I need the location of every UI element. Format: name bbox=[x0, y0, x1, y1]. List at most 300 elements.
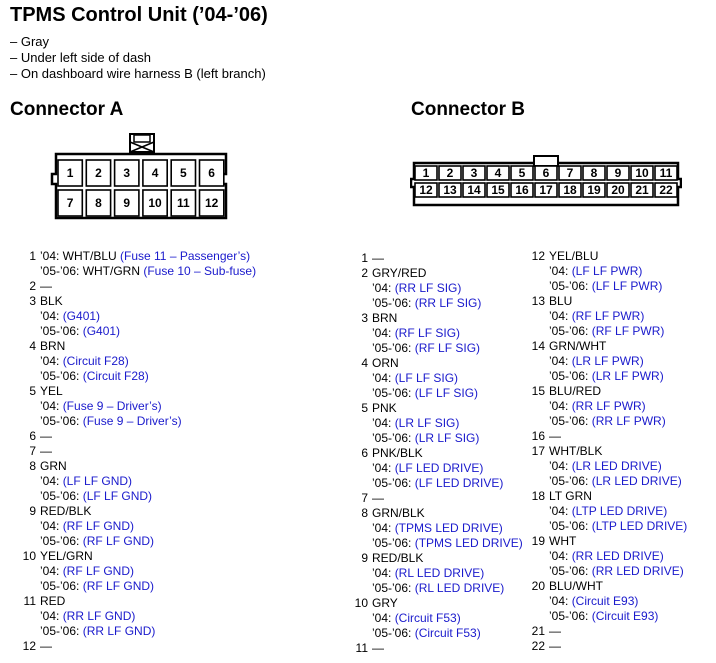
circuit-reference: (RR LF GND) bbox=[82, 624, 156, 638]
connector-b-cavity-label: 2 bbox=[446, 166, 454, 180]
wire-color: ’05-’06: bbox=[549, 564, 592, 578]
pin-wire-line bbox=[40, 384, 352, 399]
connector-b-cavity-label: 13 bbox=[443, 183, 457, 197]
wire-color: ’05-’06: bbox=[549, 609, 592, 623]
circuit-reference: (TPMS LED DRIVE) bbox=[414, 536, 523, 550]
pin-number: 5 bbox=[29, 384, 36, 398]
connector-b-pin-7 bbox=[354, 491, 544, 506]
connector-b-cavity-label: 16 bbox=[515, 183, 529, 197]
pin-number: 6 bbox=[361, 446, 368, 460]
pin-wire-line bbox=[372, 506, 544, 521]
wire-color: ’04: bbox=[549, 354, 572, 368]
pin-number: 2 bbox=[29, 279, 36, 293]
wire-color: PNK bbox=[372, 401, 397, 415]
wire-color: GRN/WHT bbox=[549, 339, 607, 353]
wire-color: RED bbox=[40, 594, 66, 608]
circuit-reference: (RF LF GND) bbox=[82, 579, 155, 593]
pin-number: 12 bbox=[22, 639, 36, 653]
wire-color: ’05-’06: bbox=[40, 414, 83, 428]
wire-color: ’04: bbox=[40, 564, 63, 578]
circuit-reference: (LF LF SIG) bbox=[394, 371, 459, 385]
wire-color: ’04: bbox=[372, 566, 395, 580]
connector-b-cavity-label: 19 bbox=[587, 183, 601, 197]
circuit-reference: (Circuit F53) bbox=[394, 611, 461, 625]
pin-wire-line bbox=[549, 339, 715, 354]
connector-b-cavity-label: 5 bbox=[518, 166, 526, 180]
wire-color: ’05-’06: bbox=[549, 324, 592, 338]
pin-wire-line bbox=[40, 459, 352, 474]
connector-b-cavity-label: 12 bbox=[419, 183, 433, 197]
pin-wire-line bbox=[372, 431, 544, 446]
circuit-reference: (RR LED DRIVE) bbox=[591, 564, 684, 578]
pin-number: 4 bbox=[361, 356, 368, 370]
wire-color: ’04: bbox=[40, 474, 63, 488]
pin-wire-line bbox=[40, 624, 352, 639]
connector-b-pin-3 bbox=[354, 311, 544, 356]
pin-wire-line bbox=[40, 354, 352, 369]
wire-color: ’04: bbox=[549, 504, 572, 518]
connector-a-cavity-label: 11 bbox=[177, 196, 190, 210]
pin-number: 1 bbox=[361, 251, 368, 265]
circuit-reference: (RR LF SIG) bbox=[414, 296, 482, 310]
pin-wire-line bbox=[549, 384, 715, 399]
pin-wire-line bbox=[40, 429, 352, 444]
connector-b-pin-6 bbox=[354, 446, 544, 491]
pin-wire-line bbox=[40, 504, 352, 519]
pin-number: 3 bbox=[361, 311, 368, 325]
pin-wire-line bbox=[549, 459, 715, 474]
connector-a-cavity-label: 7 bbox=[66, 196, 74, 210]
pin-number: 6 bbox=[29, 429, 36, 443]
wire-color: YEL/BLU bbox=[549, 249, 599, 263]
circuit-reference: (RL LED DRIVE) bbox=[414, 581, 505, 595]
connector-b-cavity-label: 11 bbox=[659, 166, 673, 180]
circuit-reference: (RR LF GND) bbox=[62, 609, 136, 623]
pin-wire-line bbox=[372, 371, 544, 386]
wire-color: YEL/GRN bbox=[40, 549, 93, 563]
wire-color: BLU/RED bbox=[549, 384, 602, 398]
pin-wire-line bbox=[40, 549, 352, 564]
wire-color: ’04: bbox=[549, 549, 572, 563]
circuit-reference: (RF LF PWR) bbox=[591, 324, 665, 338]
connector-b-pin-1 bbox=[354, 251, 544, 266]
pin-number: 12 bbox=[531, 249, 545, 263]
pin-number: 15 bbox=[531, 384, 545, 398]
pin-wire-line bbox=[372, 416, 544, 431]
wire-color: ’05-’06: bbox=[372, 476, 415, 490]
circuit-reference: (RR LF PWR) bbox=[571, 399, 646, 413]
wire-color: ’04: bbox=[372, 371, 395, 385]
circuit-reference: (Circuit E93) bbox=[571, 594, 639, 608]
pin-wire-line bbox=[372, 356, 544, 371]
wire-color: — bbox=[549, 639, 561, 653]
pin-wire-line bbox=[549, 504, 715, 519]
connector-b-cavity-label: 22 bbox=[659, 183, 673, 197]
pin-wire-line bbox=[40, 294, 352, 309]
circuit-reference: (G401) bbox=[62, 309, 101, 323]
pin-wire-line bbox=[549, 579, 715, 594]
pin-number: 14 bbox=[531, 339, 545, 353]
circuit-reference: (RR LF PWR) bbox=[591, 414, 666, 428]
circuit-reference: (LF LF PWR) bbox=[571, 264, 643, 278]
circuit-reference: (LR LED DRIVE) bbox=[591, 474, 682, 488]
connector-b-cavity-label: 21 bbox=[635, 183, 649, 197]
pin-wire-line bbox=[549, 429, 715, 444]
wire-color: ’04: bbox=[40, 609, 63, 623]
connector-b-pin-2 bbox=[354, 266, 544, 311]
pin-wire-line bbox=[372, 266, 544, 281]
wire-color: ’05-’06: bbox=[40, 369, 83, 383]
connector-a-cavity-label: 10 bbox=[148, 196, 162, 210]
pin-number: 13 bbox=[531, 294, 545, 308]
pin-wire-line bbox=[372, 326, 544, 341]
wire-color: ’05-’06: bbox=[372, 341, 415, 355]
connector-b-pin-21 bbox=[531, 624, 715, 639]
circuit-reference: (LR LF PWR) bbox=[571, 354, 644, 368]
connector-a-cavity-label: 4 bbox=[151, 166, 159, 180]
pin-wire-line bbox=[372, 626, 544, 641]
connector-b-pin-19 bbox=[531, 534, 715, 579]
pin-number: 9 bbox=[29, 504, 36, 518]
connector-b-cavity-label: 15 bbox=[491, 183, 505, 197]
pin-wire-line bbox=[549, 534, 715, 549]
wire-color: BRN bbox=[40, 339, 66, 353]
pin-number: 5 bbox=[361, 401, 368, 415]
circuit-reference: (LR LF SIG) bbox=[394, 416, 460, 430]
pin-wire-line bbox=[372, 641, 544, 656]
wire-color: ’04: bbox=[372, 281, 395, 295]
circuit-reference: (RF LF GND) bbox=[62, 564, 135, 578]
connector-b-cavity-label: 10 bbox=[635, 166, 649, 180]
wire-color: ’04: bbox=[372, 326, 395, 340]
pin-wire-line bbox=[549, 609, 715, 624]
pin-wire-line bbox=[372, 536, 544, 551]
pin-wire-line bbox=[549, 474, 715, 489]
connector-b-cavity-label: 7 bbox=[566, 166, 574, 180]
connector-a-cavity-label: 3 bbox=[123, 166, 131, 180]
wire-color: ’04: bbox=[372, 521, 395, 535]
connector-a-pin-10 bbox=[22, 549, 352, 594]
connector-b-cavity-label: 9 bbox=[614, 166, 622, 180]
connector-b-header: Connector B bbox=[411, 99, 525, 120]
pin-number: 8 bbox=[361, 506, 368, 520]
wire-color: PNK/BLK bbox=[372, 446, 423, 460]
circuit-reference: (LF LF SIG) bbox=[414, 386, 479, 400]
connector-b-cavity-label: 3 bbox=[470, 166, 478, 180]
connector-a-pin-4 bbox=[22, 339, 352, 384]
pin-wire-line bbox=[549, 264, 715, 279]
pin-wire-line bbox=[549, 564, 715, 579]
pin-number: 20 bbox=[531, 579, 545, 593]
pin-number: 2 bbox=[361, 266, 368, 280]
pin-wire-line bbox=[372, 386, 544, 401]
wire-color: — bbox=[372, 251, 384, 265]
pin-wire-line bbox=[40, 339, 352, 354]
pin-number: 10 bbox=[354, 596, 368, 610]
wire-color: ’05-’06: bbox=[372, 431, 415, 445]
wire-color: RED/BLK bbox=[40, 504, 92, 518]
pin-wire-line bbox=[372, 311, 544, 326]
circuit-reference: (Circuit F28) bbox=[82, 369, 149, 383]
wire-color: — bbox=[40, 279, 52, 293]
pin-wire-line bbox=[40, 474, 352, 489]
connector-a-pin-11 bbox=[22, 594, 352, 639]
wire-color: ’04: bbox=[40, 519, 63, 533]
circuit-reference: (RR LED DRIVE) bbox=[571, 549, 664, 563]
wire-color: — bbox=[40, 639, 52, 653]
location-notes bbox=[10, 34, 266, 82]
circuit-reference: (TPMS LED DRIVE) bbox=[394, 521, 503, 535]
pin-wire-line bbox=[40, 594, 352, 609]
connector-b-pin-16 bbox=[531, 429, 715, 444]
wire-color: ’05-’06: bbox=[372, 386, 415, 400]
wire-color: ’05-’06: bbox=[549, 369, 592, 383]
circuit-reference: (LF LF GND) bbox=[62, 474, 133, 488]
connector-b-cavity-label: 8 bbox=[590, 166, 598, 180]
connector-a-cavity-label: 8 bbox=[95, 196, 102, 210]
circuit-reference: (LR LF SIG) bbox=[414, 431, 480, 445]
wire-color: LT GRN bbox=[549, 489, 592, 503]
pin-number: 11 bbox=[23, 594, 36, 608]
connector-a-cavity-label: 6 bbox=[208, 166, 215, 180]
wire-color: ’05-’06: bbox=[372, 296, 415, 310]
connector-a-diagram bbox=[50, 132, 232, 222]
connector-b-pin-18 bbox=[531, 489, 715, 534]
connector-b-cavity-label: 20 bbox=[611, 183, 625, 197]
pin-number: 11 bbox=[355, 641, 368, 655]
circuit-reference: (RF LF PWR) bbox=[571, 309, 645, 323]
wire-color: GRN bbox=[40, 459, 67, 473]
pin-number: 16 bbox=[531, 429, 545, 443]
pin-wire-line bbox=[40, 579, 352, 594]
connector-a-pin-5 bbox=[22, 384, 352, 429]
wire-color: BLU/WHT bbox=[549, 579, 603, 593]
connector-b-pin-11 bbox=[354, 641, 544, 656]
wire-color: ’04: bbox=[549, 594, 572, 608]
wire-color: BLU bbox=[549, 294, 573, 308]
circuit-reference: (RF LF GND) bbox=[82, 534, 155, 548]
connector-b-cavity-label: 14 bbox=[467, 183, 481, 197]
pin-wire-line bbox=[40, 369, 352, 384]
pin-wire-line bbox=[549, 354, 715, 369]
wire-color: ’04: bbox=[40, 309, 63, 323]
wire-color: ’05-’06: bbox=[372, 626, 415, 640]
wire-color: GRY bbox=[372, 596, 398, 610]
pin-number: 8 bbox=[29, 459, 36, 473]
pin-wire-line bbox=[549, 399, 715, 414]
note-color: – Gray bbox=[10, 34, 50, 49]
pin-number: 3 bbox=[29, 294, 36, 308]
pin-wire-line bbox=[40, 519, 352, 534]
note-harness: – On dashboard wire harness B (left branch) bbox=[10, 66, 266, 81]
connector-b-pin-14 bbox=[531, 339, 715, 384]
connector-a-cavity-label: 12 bbox=[204, 196, 219, 210]
pin-wire-line bbox=[372, 446, 544, 461]
wire-color: ’05-’06: WHT/GRN bbox=[40, 264, 144, 278]
wire-color: ’04: bbox=[372, 461, 395, 475]
connector-b-cavity-label: 6 bbox=[542, 166, 550, 180]
wire-color: — bbox=[549, 429, 561, 443]
connector-b-pin-15 bbox=[531, 384, 715, 429]
connector-a-latch bbox=[130, 134, 154, 152]
connector-b-latch bbox=[534, 156, 558, 166]
pin-wire-line bbox=[372, 281, 544, 296]
pin-wire-line bbox=[40, 534, 352, 549]
pin-wire-line bbox=[372, 341, 544, 356]
pin-wire-line bbox=[372, 251, 544, 266]
note-location: – Under left side of dash bbox=[10, 50, 151, 65]
pin-wire-line bbox=[549, 519, 715, 534]
pin-wire-line bbox=[549, 294, 715, 309]
wire-color: — bbox=[372, 641, 384, 655]
wire-color: GRY/RED bbox=[372, 266, 427, 280]
wire-color: ’05-’06: bbox=[372, 581, 415, 595]
pin-number: 19 bbox=[531, 534, 545, 548]
pin-wire-line bbox=[40, 324, 352, 339]
connector-a-pin-7 bbox=[22, 444, 352, 459]
wire-color: ’04: bbox=[549, 399, 572, 413]
wire-color: ’04: bbox=[549, 264, 572, 278]
connector-b-pin-13 bbox=[531, 294, 715, 339]
pin-wire-line bbox=[40, 264, 352, 279]
circuit-reference: (LR LED DRIVE) bbox=[571, 459, 662, 473]
pin-wire-line bbox=[40, 444, 352, 459]
circuit-reference: (RF LF SIG) bbox=[394, 326, 461, 340]
circuit-reference: (RF LF GND) bbox=[62, 519, 135, 533]
circuit-reference: (Fuse 11 – Passenger’s) bbox=[120, 249, 251, 263]
connector-a-pin-2 bbox=[22, 279, 352, 294]
connector-b-cavity-label: 1 bbox=[422, 166, 430, 180]
connector-b-pin-8 bbox=[354, 506, 544, 551]
pin-wire-line bbox=[549, 414, 715, 429]
wire-color: ’04: bbox=[372, 611, 395, 625]
wire-color: ’05-’06: bbox=[40, 579, 83, 593]
pin-wire-line bbox=[40, 609, 352, 624]
wire-color: ’05-’06: bbox=[549, 279, 592, 293]
circuit-reference: (LTP LED DRIVE) bbox=[591, 519, 688, 533]
wire-color: BRN bbox=[372, 311, 398, 325]
wire-color: ’05-’06: bbox=[372, 536, 415, 550]
wire-color: WHT/BLK bbox=[549, 444, 603, 458]
pin-wire-line bbox=[549, 489, 715, 504]
connector-b-pin-12 bbox=[531, 249, 715, 294]
circuit-reference: (LF LED DRIVE) bbox=[414, 476, 504, 490]
pin-wire-line bbox=[372, 566, 544, 581]
pin-number: 17 bbox=[531, 444, 545, 458]
connector-b-cavity-label: 4 bbox=[494, 166, 502, 180]
pin-number: 7 bbox=[29, 444, 36, 458]
connector-a-pin-12 bbox=[22, 639, 352, 654]
connector-b-diagram bbox=[410, 155, 682, 209]
wire-color: RED/BLK bbox=[372, 551, 424, 565]
circuit-reference: (LF LF PWR) bbox=[591, 279, 663, 293]
connector-a-pin-3 bbox=[22, 294, 352, 339]
page-title: TPMS Control Unit (’04-’06) bbox=[10, 4, 268, 26]
connector-b-pin-20 bbox=[531, 579, 715, 624]
connector-a-pin-8 bbox=[22, 459, 352, 504]
pin-wire-line bbox=[40, 399, 352, 414]
pin-wire-line bbox=[549, 639, 715, 654]
pin-wire-line bbox=[40, 414, 352, 429]
connector-a-pin-list bbox=[22, 249, 352, 654]
circuit-reference: (LF LF GND) bbox=[82, 489, 153, 503]
circuit-reference: (RR LF SIG) bbox=[394, 281, 462, 295]
connector-a-pin-9 bbox=[22, 504, 352, 549]
circuit-reference: (RL LED DRIVE) bbox=[394, 566, 485, 580]
connector-a-pin-1 bbox=[22, 249, 352, 279]
wire-color: ’05-’06: bbox=[40, 489, 83, 503]
circuit-reference: (LF LED DRIVE) bbox=[394, 461, 484, 475]
pin-wire-line bbox=[40, 279, 352, 294]
wire-color: ’04: WHT/BLU bbox=[40, 249, 121, 263]
pin-wire-line bbox=[40, 309, 352, 324]
connector-b-pin-4 bbox=[354, 356, 544, 401]
pin-wire-line bbox=[372, 491, 544, 506]
wire-color: BLK bbox=[40, 294, 63, 308]
pin-wire-line bbox=[40, 489, 352, 504]
circuit-reference: (Circuit E93) bbox=[591, 609, 659, 623]
wire-color: ’05-’06: bbox=[549, 474, 592, 488]
pin-wire-line bbox=[549, 549, 715, 564]
circuit-reference: (Fuse 9 – Driver’s) bbox=[82, 414, 182, 428]
connector-b-pin-17 bbox=[531, 444, 715, 489]
pin-wire-line bbox=[549, 249, 715, 264]
connector-b-pin-10 bbox=[354, 596, 544, 641]
pin-wire-line bbox=[372, 521, 544, 536]
connector-a-cavity-label: 2 bbox=[95, 166, 102, 180]
pin-number: 9 bbox=[361, 551, 368, 565]
circuit-reference: (RF LF SIG) bbox=[414, 341, 481, 355]
pin-wire-line bbox=[372, 611, 544, 626]
wire-color: ’05-’06: bbox=[549, 414, 592, 428]
wire-color: ’04: bbox=[549, 309, 572, 323]
pin-number: 1 bbox=[29, 249, 36, 263]
wire-color: ’05-’06: bbox=[40, 624, 83, 638]
circuit-reference: (Circuit F28) bbox=[62, 354, 129, 368]
connector-b-pin-5 bbox=[354, 401, 544, 446]
connector-a-pin-6 bbox=[22, 429, 352, 444]
pin-wire-line bbox=[372, 596, 544, 611]
pin-number: 18 bbox=[531, 489, 545, 503]
pin-wire-line bbox=[549, 309, 715, 324]
circuit-reference: (LR LF PWR) bbox=[591, 369, 664, 383]
connector-a-cavity-label: 9 bbox=[123, 196, 131, 210]
pin-number: 22 bbox=[531, 639, 545, 653]
wire-color: — bbox=[40, 429, 52, 443]
circuit-reference: (LTP LED DRIVE) bbox=[571, 504, 668, 518]
pin-wire-line bbox=[549, 594, 715, 609]
connector-a-cavity-label: 5 bbox=[180, 166, 187, 180]
pin-wire-line bbox=[372, 551, 544, 566]
pin-number: 4 bbox=[29, 339, 36, 353]
wire-color: — bbox=[549, 624, 561, 638]
pin-wire-line bbox=[549, 324, 715, 339]
wire-color: ’04: bbox=[40, 354, 63, 368]
pin-wire-line bbox=[549, 369, 715, 384]
wire-color: — bbox=[40, 444, 52, 458]
pin-wire-line bbox=[40, 249, 352, 264]
pin-wire-line bbox=[372, 461, 544, 476]
pin-wire-line bbox=[549, 624, 715, 639]
circuit-reference: (Circuit F53) bbox=[414, 626, 481, 640]
pin-number: 10 bbox=[22, 549, 36, 563]
connector-b-cavity-label: 18 bbox=[563, 183, 577, 197]
wire-color: ’04: bbox=[549, 459, 572, 473]
wire-color: ’05-’06: bbox=[549, 519, 592, 533]
connector-b-pin-9 bbox=[354, 551, 544, 596]
circuit-reference: (G401) bbox=[82, 324, 121, 338]
wire-color: ’04: bbox=[40, 399, 63, 413]
